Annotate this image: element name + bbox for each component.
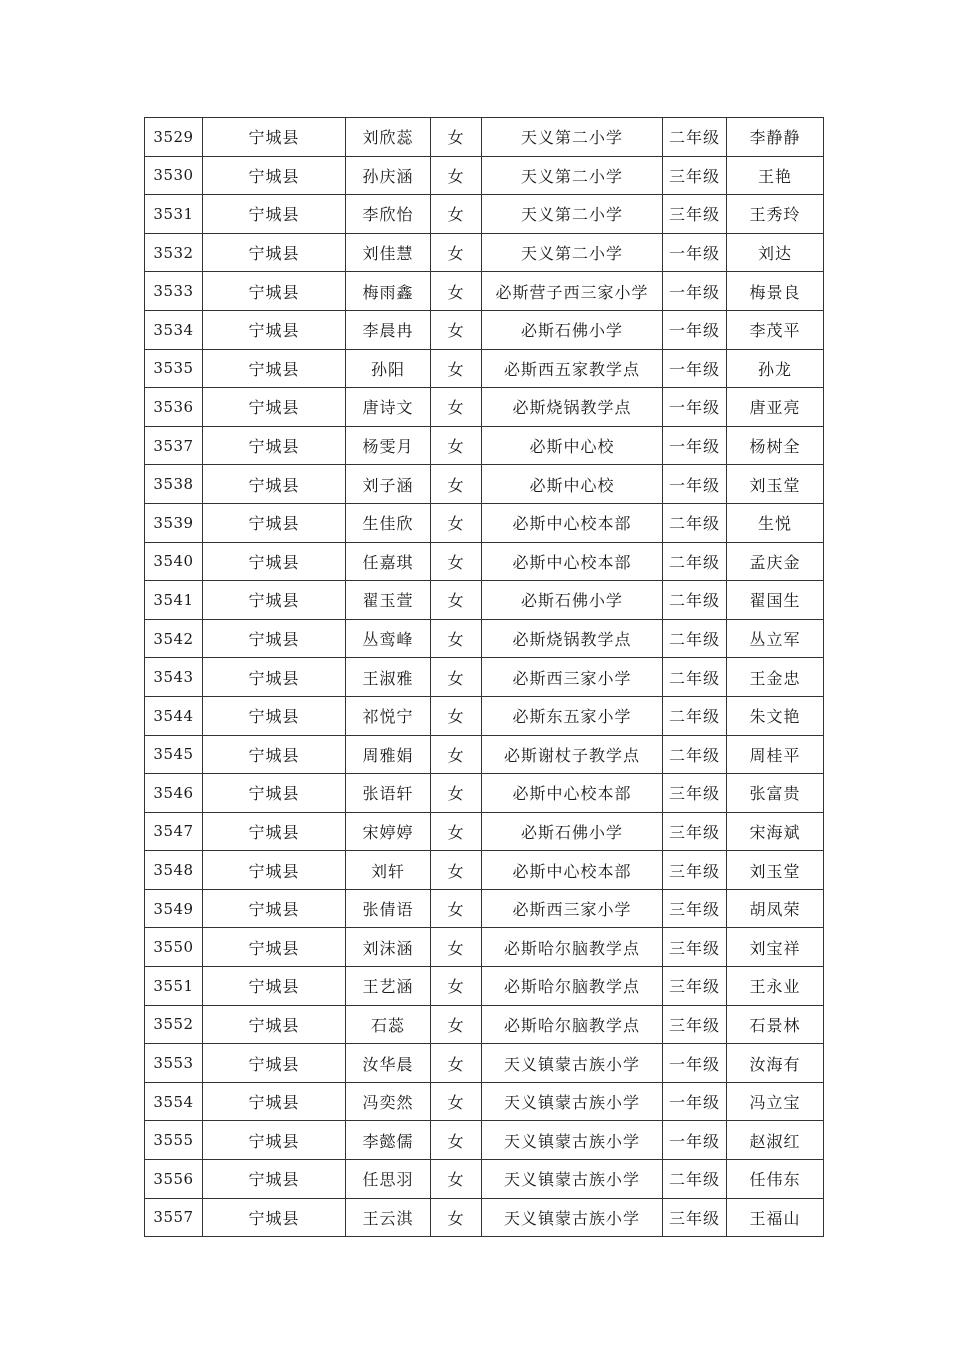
name-cell: 杨雯月 <box>346 426 431 465</box>
table-row <box>145 542 824 581</box>
table-row <box>145 889 824 928</box>
grade-cell: 二年级 <box>663 696 727 735</box>
id-cell: 3535 <box>145 349 203 388</box>
grade-cell: 三年级 <box>663 195 727 234</box>
id-cell: 3532 <box>145 233 203 272</box>
name-cell: 张语轩 <box>346 774 431 813</box>
gender-cell: 女 <box>431 272 482 311</box>
county-cell: 宁城县 <box>203 310 346 349</box>
school-cell: 天义第二小学 <box>482 195 663 234</box>
school-cell: 天义镇蒙古族小学 <box>482 1121 663 1160</box>
gender-cell: 女 <box>431 1160 482 1199</box>
gender-cell: 女 <box>431 581 482 620</box>
gender-cell: 女 <box>431 310 482 349</box>
gender-cell: 女 <box>431 1082 482 1121</box>
grade-cell: 三年级 <box>663 812 727 851</box>
name-cell: 王艺涵 <box>346 967 431 1006</box>
teacher-cell: 杨树全 <box>727 426 824 465</box>
gender-cell: 女 <box>431 1198 482 1237</box>
teacher-cell: 王艳 <box>727 156 824 195</box>
teacher-cell: 翟国生 <box>727 581 824 620</box>
gender-cell: 女 <box>431 542 482 581</box>
table-row <box>145 310 824 349</box>
teacher-cell: 朱文艳 <box>727 696 824 735</box>
school-cell: 天义第二小学 <box>482 233 663 272</box>
id-cell: 3549 <box>145 889 203 928</box>
id-cell: 3533 <box>145 272 203 311</box>
county-cell: 宁城县 <box>203 774 346 813</box>
table-row <box>145 272 824 311</box>
teacher-cell: 石景林 <box>727 1005 824 1044</box>
teacher-cell: 刘达 <box>727 233 824 272</box>
teacher-cell: 生悦 <box>727 503 824 542</box>
table-row <box>145 928 824 967</box>
county-cell: 宁城县 <box>203 542 346 581</box>
id-cell: 3529 <box>145 118 203 157</box>
grade-cell: 一年级 <box>663 310 727 349</box>
id-cell: 3539 <box>145 503 203 542</box>
id-cell: 3548 <box>145 851 203 890</box>
id-cell: 3552 <box>145 1005 203 1044</box>
table-row <box>145 619 824 658</box>
school-cell: 必斯中心校本部 <box>482 542 663 581</box>
id-cell: 3545 <box>145 735 203 774</box>
county-cell: 宁城县 <box>203 272 346 311</box>
id-cell: 3555 <box>145 1121 203 1160</box>
grade-cell: 一年级 <box>663 426 727 465</box>
county-cell: 宁城县 <box>203 619 346 658</box>
name-cell: 祁悦宁 <box>346 696 431 735</box>
table-row <box>145 735 824 774</box>
county-cell: 宁城县 <box>203 388 346 427</box>
school-cell: 必斯哈尔脑教学点 <box>482 1005 663 1044</box>
school-cell: 必斯中心校本部 <box>482 774 663 813</box>
name-cell: 刘子涵 <box>346 465 431 504</box>
name-cell: 梅雨鑫 <box>346 272 431 311</box>
gender-cell: 女 <box>431 349 482 388</box>
school-cell: 必斯哈尔脑教学点 <box>482 967 663 1006</box>
gender-cell: 女 <box>431 619 482 658</box>
table-row <box>145 851 824 890</box>
name-cell: 刘佳慧 <box>346 233 431 272</box>
table-row <box>145 118 824 157</box>
gender-cell: 女 <box>431 465 482 504</box>
gender-cell: 女 <box>431 696 482 735</box>
table-row <box>145 967 824 1006</box>
roster-body <box>145 118 824 1237</box>
table-row <box>145 465 824 504</box>
teacher-cell: 唐亚亮 <box>727 388 824 427</box>
county-cell: 宁城县 <box>203 1082 346 1121</box>
id-cell: 3554 <box>145 1082 203 1121</box>
table-row <box>145 1121 824 1160</box>
county-cell: 宁城县 <box>203 233 346 272</box>
grade-cell: 二年级 <box>663 619 727 658</box>
county-cell: 宁城县 <box>203 812 346 851</box>
teacher-cell: 梅景良 <box>727 272 824 311</box>
table-row <box>145 581 824 620</box>
county-cell: 宁城县 <box>203 851 346 890</box>
grade-cell: 三年级 <box>663 774 727 813</box>
name-cell: 王云淇 <box>346 1198 431 1237</box>
id-cell: 3550 <box>145 928 203 967</box>
id-cell: 3546 <box>145 774 203 813</box>
teacher-cell: 孙龙 <box>727 349 824 388</box>
grade-cell: 一年级 <box>663 272 727 311</box>
gender-cell: 女 <box>431 851 482 890</box>
name-cell: 宋婷婷 <box>346 812 431 851</box>
gender-cell: 女 <box>431 118 482 157</box>
name-cell: 汝华晨 <box>346 1044 431 1083</box>
name-cell: 李欣怡 <box>346 195 431 234</box>
county-cell: 宁城县 <box>203 1160 346 1199</box>
grade-cell: 二年级 <box>663 735 727 774</box>
name-cell: 李懿儒 <box>346 1121 431 1160</box>
teacher-cell: 王永业 <box>727 967 824 1006</box>
gender-cell: 女 <box>431 1121 482 1160</box>
grade-cell: 二年级 <box>663 503 727 542</box>
name-cell: 任思羽 <box>346 1160 431 1199</box>
name-cell: 孙阳 <box>346 349 431 388</box>
grade-cell: 三年级 <box>663 889 727 928</box>
teacher-cell: 冯立宝 <box>727 1082 824 1121</box>
name-cell: 张倩语 <box>346 889 431 928</box>
teacher-cell: 王福山 <box>727 1198 824 1237</box>
teacher-cell: 汝海有 <box>727 1044 824 1083</box>
table-row <box>145 1044 824 1083</box>
grade-cell: 一年级 <box>663 1044 727 1083</box>
school-cell: 必斯中心校本部 <box>482 851 663 890</box>
gender-cell: 女 <box>431 195 482 234</box>
school-cell: 必斯石佛小学 <box>482 310 663 349</box>
id-cell: 3543 <box>145 658 203 697</box>
grade-cell: 一年级 <box>663 349 727 388</box>
grade-cell: 二年级 <box>663 581 727 620</box>
county-cell: 宁城县 <box>203 118 346 157</box>
gender-cell: 女 <box>431 658 482 697</box>
gender-cell: 女 <box>431 1005 482 1044</box>
id-cell: 3556 <box>145 1160 203 1199</box>
table-row <box>145 1160 824 1199</box>
school-cell: 必斯哈尔脑教学点 <box>482 928 663 967</box>
county-cell: 宁城县 <box>203 1005 346 1044</box>
county-cell: 宁城县 <box>203 1198 346 1237</box>
teacher-cell: 刘玉堂 <box>727 851 824 890</box>
id-cell: 3534 <box>145 310 203 349</box>
teacher-cell: 丛立军 <box>727 619 824 658</box>
school-cell: 必斯石佛小学 <box>482 581 663 620</box>
grade-cell: 三年级 <box>663 928 727 967</box>
county-cell: 宁城县 <box>203 156 346 195</box>
gender-cell: 女 <box>431 967 482 1006</box>
school-cell: 必斯西三家小学 <box>482 889 663 928</box>
gender-cell: 女 <box>431 1044 482 1083</box>
name-cell: 孙庆涵 <box>346 156 431 195</box>
grade-cell: 一年级 <box>663 1082 727 1121</box>
gender-cell: 女 <box>431 735 482 774</box>
id-cell: 3538 <box>145 465 203 504</box>
name-cell: 唐诗文 <box>346 388 431 427</box>
grade-cell: 三年级 <box>663 1005 727 1044</box>
table-row <box>145 1198 824 1237</box>
school-cell: 天义镇蒙古族小学 <box>482 1160 663 1199</box>
teacher-cell: 李静静 <box>727 118 824 157</box>
grade-cell: 二年级 <box>663 542 727 581</box>
teacher-cell: 王金忠 <box>727 658 824 697</box>
id-cell: 3553 <box>145 1044 203 1083</box>
name-cell: 冯奕然 <box>346 1082 431 1121</box>
table-row <box>145 503 824 542</box>
name-cell: 刘轩 <box>346 851 431 890</box>
name-cell: 刘欣蕊 <box>346 118 431 157</box>
grade-cell: 二年级 <box>663 658 727 697</box>
teacher-cell: 宋海斌 <box>727 812 824 851</box>
grade-cell: 一年级 <box>663 1121 727 1160</box>
county-cell: 宁城县 <box>203 195 346 234</box>
teacher-cell: 王秀玲 <box>727 195 824 234</box>
school-cell: 天义第二小学 <box>482 156 663 195</box>
county-cell: 宁城县 <box>203 349 346 388</box>
county-cell: 宁城县 <box>203 658 346 697</box>
gender-cell: 女 <box>431 388 482 427</box>
teacher-cell: 刘宝祥 <box>727 928 824 967</box>
county-cell: 宁城县 <box>203 1121 346 1160</box>
table-row <box>145 774 824 813</box>
table-row <box>145 426 824 465</box>
name-cell: 任嘉琪 <box>346 542 431 581</box>
teacher-cell: 周桂平 <box>727 735 824 774</box>
name-cell: 李晨冉 <box>346 310 431 349</box>
teacher-cell: 刘玉堂 <box>727 465 824 504</box>
name-cell: 周雅娟 <box>346 735 431 774</box>
school-cell: 必斯东五家小学 <box>482 696 663 735</box>
name-cell: 丛鸾峰 <box>346 619 431 658</box>
table-row <box>145 156 824 195</box>
id-cell: 3557 <box>145 1198 203 1237</box>
table-row <box>145 1082 824 1121</box>
grade-cell: 三年级 <box>663 851 727 890</box>
county-cell: 宁城县 <box>203 426 346 465</box>
school-cell: 天义镇蒙古族小学 <box>482 1198 663 1237</box>
grade-cell: 一年级 <box>663 465 727 504</box>
school-cell: 必斯中心校本部 <box>482 503 663 542</box>
name-cell: 石蕊 <box>346 1005 431 1044</box>
school-cell: 必斯中心校 <box>482 465 663 504</box>
gender-cell: 女 <box>431 503 482 542</box>
table-row <box>145 349 824 388</box>
school-cell: 天义镇蒙古族小学 <box>482 1044 663 1083</box>
id-cell: 3542 <box>145 619 203 658</box>
id-cell: 3544 <box>145 696 203 735</box>
school-cell: 必斯西三家小学 <box>482 658 663 697</box>
name-cell: 王淑雅 <box>346 658 431 697</box>
grade-cell: 一年级 <box>663 388 727 427</box>
id-cell: 3530 <box>145 156 203 195</box>
teacher-cell: 胡凤荣 <box>727 889 824 928</box>
grade-cell: 二年级 <box>663 118 727 157</box>
id-cell: 3551 <box>145 967 203 1006</box>
table-row <box>145 388 824 427</box>
id-cell: 3531 <box>145 195 203 234</box>
county-cell: 宁城县 <box>203 1044 346 1083</box>
school-cell: 必斯石佛小学 <box>482 812 663 851</box>
name-cell: 刘沫涵 <box>346 928 431 967</box>
county-cell: 宁城县 <box>203 889 346 928</box>
table-row <box>145 1005 824 1044</box>
county-cell: 宁城县 <box>203 735 346 774</box>
id-cell: 3536 <box>145 388 203 427</box>
grade-cell: 二年级 <box>663 1160 727 1199</box>
table-row <box>145 233 824 272</box>
table-row <box>145 195 824 234</box>
county-cell: 宁城县 <box>203 581 346 620</box>
school-cell: 天义镇蒙古族小学 <box>482 1082 663 1121</box>
gender-cell: 女 <box>431 774 482 813</box>
id-cell: 3541 <box>145 581 203 620</box>
table-row <box>145 812 824 851</box>
name-cell: 翟玉萱 <box>346 581 431 620</box>
county-cell: 宁城县 <box>203 928 346 967</box>
grade-cell: 一年级 <box>663 233 727 272</box>
school-cell: 必斯中心校 <box>482 426 663 465</box>
roster-table <box>144 117 824 1237</box>
county-cell: 宁城县 <box>203 967 346 1006</box>
teacher-cell: 赵淑红 <box>727 1121 824 1160</box>
school-cell: 必斯谢杖子教学点 <box>482 735 663 774</box>
county-cell: 宁城县 <box>203 465 346 504</box>
teacher-cell: 孟庆金 <box>727 542 824 581</box>
gender-cell: 女 <box>431 426 482 465</box>
gender-cell: 女 <box>431 233 482 272</box>
county-cell: 宁城县 <box>203 696 346 735</box>
school-cell: 必斯西五家教学点 <box>482 349 663 388</box>
school-cell: 天义第二小学 <box>482 118 663 157</box>
name-cell: 生佳欣 <box>346 503 431 542</box>
school-cell: 必斯营子西三家小学 <box>482 272 663 311</box>
gender-cell: 女 <box>431 889 482 928</box>
id-cell: 3547 <box>145 812 203 851</box>
gender-cell: 女 <box>431 928 482 967</box>
school-cell: 必斯烧锅教学点 <box>482 388 663 427</box>
table-row <box>145 658 824 697</box>
teacher-cell: 张富贵 <box>727 774 824 813</box>
school-cell: 必斯烧锅教学点 <box>482 619 663 658</box>
teacher-cell: 李茂平 <box>727 310 824 349</box>
id-cell: 3540 <box>145 542 203 581</box>
grade-cell: 三年级 <box>663 1198 727 1237</box>
grade-cell: 三年级 <box>663 967 727 1006</box>
county-cell: 宁城县 <box>203 503 346 542</box>
gender-cell: 女 <box>431 156 482 195</box>
grade-cell: 三年级 <box>663 156 727 195</box>
teacher-cell: 任伟东 <box>727 1160 824 1199</box>
id-cell: 3537 <box>145 426 203 465</box>
table-row <box>145 696 824 735</box>
gender-cell: 女 <box>431 812 482 851</box>
